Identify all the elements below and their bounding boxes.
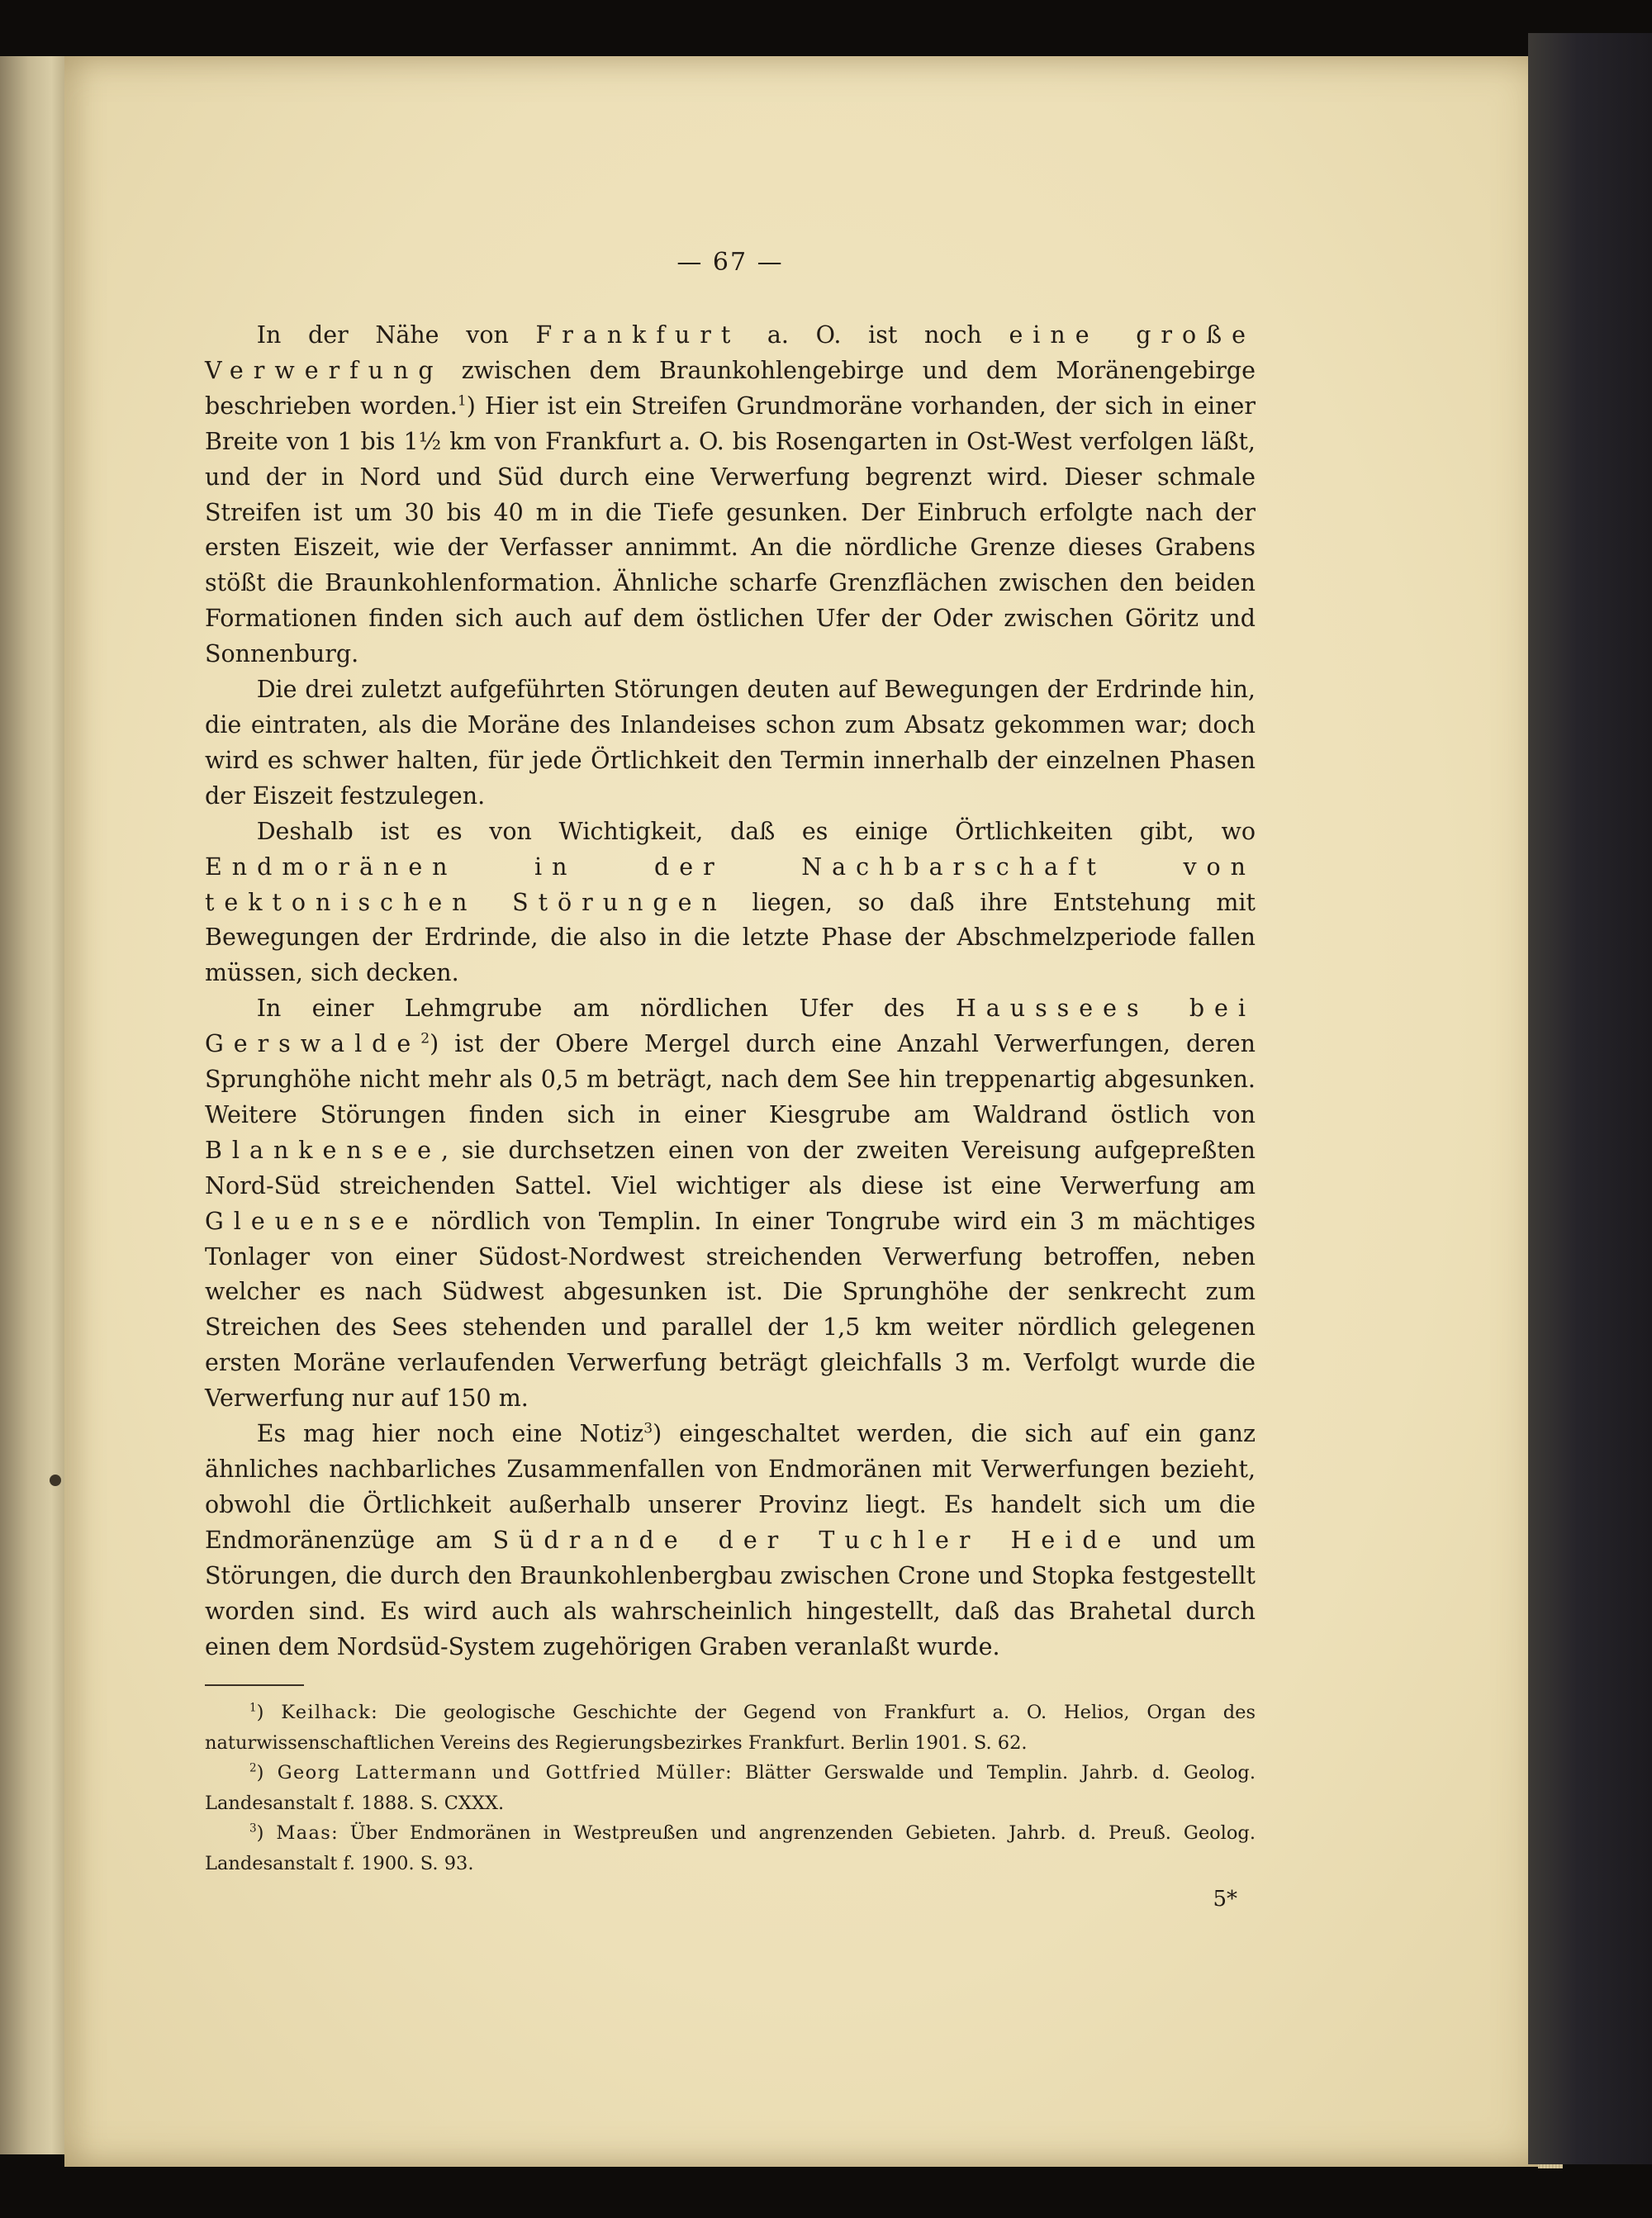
footnote-mark: 1 bbox=[249, 1701, 257, 1715]
footnote-author: Georg Lattermann und Gottfried Müller bbox=[277, 1762, 726, 1784]
text: Es mag hier noch eine Notiz bbox=[256, 1420, 644, 1448]
text: liegen, so daß ihre Entstehung mit Bewegungen der Erdrinde, die also in die letzte Phase der Abschmelzperiode fallen müssen, sich decken. bbox=[205, 888, 1256, 987]
paragraph-4 bbox=[205, 991, 1256, 1417]
text: nördlich von Templin. In einer Tongrube wird ein 3 m mächtiges Tonlager von einer Südost-Nordwest streichenden Verwerfung betroffen, neben welcher es nach Südwest abgesunken ist. Die Sprunghöhe der senkrecht zum Streichen des Sees stehenden und parallel der 1,5 km weiter nördlich gelegenen ersten Moräne verlaufenden Verwerfung beträgt gleichfalls 3 m. Verfolgt wurde die Verwerfung nur auf 150 m. bbox=[205, 1207, 1256, 1413]
footnote-mark: 2 bbox=[249, 1761, 257, 1775]
text: und um Störungen, die durch den Braunkohlenbergbau zwischen Crone und Stopka festgestellt worden sind. Es wird auch als wahrscheinlich hingestellt, daß das Brahetal durch einen dem Nordsüd-System zugehörigen Graben veranlaßt wurde. bbox=[205, 1526, 1256, 1660]
text: Deshalb ist es von Wichtigkeit, daß es einige Örtlichkeiten gibt, wo bbox=[256, 817, 1256, 845]
footnote-2: $^2$) Georg Lattermann und Gottfried Müller: Blätter Gerswalde und Templin. Jahrb. d. Geolog. Landesanstalt f. 1888. S. CXXX. bbox=[205, 1761, 1256, 1814]
text: , sie durchsetzen einen von der zweiten Vereisung aufgepreßten Nord-Süd streichenden Sattel. Viel wichtiger als diese ist eine Verwerfung am bbox=[205, 1136, 1256, 1199]
page-number: — 67 — bbox=[676, 248, 784, 277]
signature-mark: 5* bbox=[1213, 1887, 1237, 1912]
footnote-mark: 3 bbox=[249, 1821, 257, 1836]
spaced-text: Endmoränen in der Nachbarschaft von tektonischen Störungen bbox=[205, 853, 1256, 916]
spaced-text: eine große Verwerfung bbox=[205, 321, 1256, 384]
footnote-text: : Blätter Gerswalde und Templin. Jahrb. d. Geolog. Landesanstalt f. 1888. S. CXXX. bbox=[205, 1762, 1256, 1814]
text: zwischen dem Braunkohlengebirge und dem Moränengebirge beschrieben worden. bbox=[205, 356, 1256, 420]
book-cover-edge bbox=[1528, 33, 1652, 2164]
text: In der Nähe von bbox=[256, 321, 536, 349]
text: ) Hier ist ein Streifen Grundmoräne vorhanden, der sich in einer Breite von 1 bis 1½ km von Frankfurt a. O. bis Rosengarten in Ost-West verfolgen läßt, und der in Nord und Süd durch eine Verwerfung begrenzt wird. Dieser schmale Streifen ist um 30 bis 40 m in die Tiefe gesunken. Der Einbruch erfolgte nach der ersten Eiszeit, wie der Verfasser annimmt. An die nördliche Grenze dieses Grabens stößt die Braunkohlenformation. Ähnliche scharfe Grenzflächen zwischen den beiden Formationen finden sich auch auf dem östlichen Ufer der Oder zwischen Göritz und Sonnenburg. bbox=[205, 392, 1256, 668]
text: In einer Lehmgrube am nördlichen Ufer des bbox=[256, 995, 956, 1023]
spaced-text: Südrande der Tuchler Heide bbox=[492, 1526, 1132, 1554]
footnote-text: : Über Endmoränen in Westpreußen und angrenzenden Gebieten. Jahrb. d. Preuß. Geolog. Landesanstalt f. 1900. S. 93. bbox=[205, 1822, 1256, 1874]
footnote-divider bbox=[205, 1684, 304, 1686]
paragraph-1 bbox=[205, 318, 1256, 672]
spaced-text: Blankensee bbox=[205, 1136, 441, 1164]
footnote-ref: 2 bbox=[420, 1030, 430, 1047]
page-content bbox=[205, 248, 1256, 1912]
footnote-3: $^3$) Maas: Über Endmoränen in Westpreußen und angrenzenden Gebieten. Jahrb. d. Preuß. Geolog. Landesanstalt f. 1900. S. 93. bbox=[205, 1821, 1256, 1874]
footnote-author: Keilhack bbox=[281, 1702, 372, 1724]
spaced-text: Haussees bei Gerswalde bbox=[205, 995, 1256, 1058]
footnote-1: $^1$) Keilhack: Die geologische Geschichte der Gegend von Frankfurt a. O. Helios, Organ des naturwissenschaftlichen Vereins des Regierungsbezirkes Frankfurt. Berlin 1901. S. 62. bbox=[205, 1701, 1256, 1754]
spaced-text: Gleuensee bbox=[205, 1207, 419, 1235]
footnote-ref: 1 bbox=[457, 392, 467, 410]
footnote-ref: 3 bbox=[643, 1420, 653, 1437]
paragraph-2: Die drei zuletzt aufgeführten Störungen deuten auf Bewegungen der Erdrinde hin, die eintraten, als die Moräne des Inlandeises schon zum Absatz gekommen war; doch wird es schwer halten, für jede Örtlichkeit den Termin innerhalb der einzelnen Phasen der Eiszeit festzulegen. bbox=[205, 676, 1256, 810]
text: a. O. ist noch bbox=[740, 321, 1009, 349]
binding-mark bbox=[50, 1475, 61, 1486]
footnote-author: Maas bbox=[276, 1822, 332, 1845]
left-page-edge bbox=[0, 56, 66, 2154]
paragraph-3 bbox=[205, 815, 1256, 992]
footnote-text: : Die geologische Geschichte der Gegend von Frankfurt a. O. Helios, Organ des naturwissenschaftlichen Vereins des Regierungsbezirkes Frankfurt. Berlin 1901. S. 62. bbox=[205, 1702, 1256, 1754]
spaced-text: Frankfurt bbox=[535, 321, 741, 349]
text: ) eingeschaltet werden, die sich auf ein ganz ähnliches nachbarliches Zusammenfallen von Endmoränen mit Verwerfungen bezieht, obwohl die Örtlichkeit außerhalb unserer Provinz liegt. Es handelt sich um die Endmoränenzüge am bbox=[205, 1420, 1256, 1554]
text: ) ist der Obere Mergel durch eine Anzahl Verwerfungen, deren Sprunghöhe nicht mehr als 0,5 m beträgt, nach dem See hin treppenartig abgesunken. Weitere Störungen finden sich in einer Kiesgrube am Waldrand östlich von bbox=[205, 1030, 1256, 1128]
paragraph-5 bbox=[205, 1417, 1256, 1665]
